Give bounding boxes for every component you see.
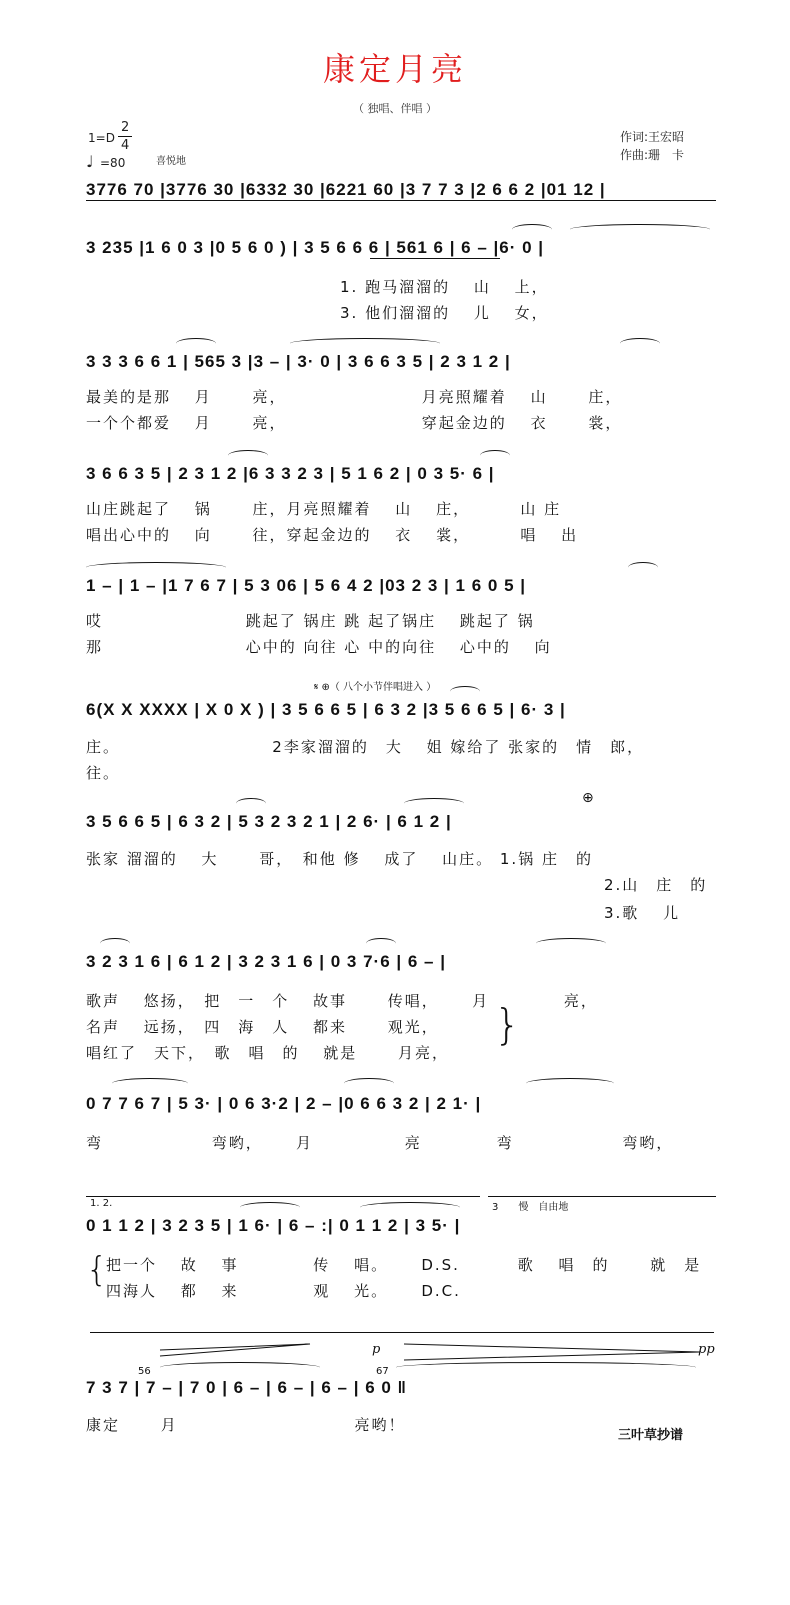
lyric-line: 哎 跳起了 锅庄 跳 起了锅庄 跳起了 锅 <box>86 612 535 630</box>
volta-3-label: 3 慢 自由地 <box>492 1202 569 1213</box>
lyric-line: 唱出心中的 向 往，穿起金边的 衣 裳， 唱 出 <box>86 526 579 544</box>
lyric-line: 最美的是那 月 亮， 月亮照耀着 山 庄， <box>86 388 623 406</box>
lyric-line: 3. 他们溜溜的 儿 女， <box>340 304 549 322</box>
lyric-line: 2.山 庄 的 <box>604 876 708 894</box>
segno-coda-instruction: 𝄋 ⊕（ 八个小节伴唱进入 ） <box>314 682 437 693</box>
lyric-line: 山庄跳起了 锅 庄，月亮照耀着 山 庄， 山 庄 <box>86 500 562 518</box>
score-row-4: 3 6 6 3 5 | 2 3 1 2 |6 3 3 2 3 | 5 1 6 2 | 0 3 5· 6 | <box>86 464 495 483</box>
dynamic-pp: pp <box>698 1342 715 1357</box>
score-row-1: 3776 70 |3776 30 |6332 30 |6221 60 |3 7 7 3 |2 6 6 2 |01 12 | <box>86 180 606 199</box>
quarter-note-icon: ♩ <box>86 152 94 171</box>
transcriber-credit: 三叶草抄谱 <box>618 1428 684 1443</box>
tie <box>160 1362 320 1373</box>
lyric-line: 把一个 故 事 传 唱。 D.S. 歌 唱 的 就 是 <box>106 1256 702 1274</box>
score-row-7: 3 5 6 6 5 | 6 3 2 | 5 3 2 3 2 1 | 2 6· | 6 1 2 | <box>86 812 452 831</box>
brace-icon: { <box>86 1250 108 1290</box>
lyric-line: 3.歌 儿 <box>604 904 681 922</box>
score-row-3: 3 3 3 6 6 1 | 565 3 |3 – | 3· 0 | 3 6 6 3 5 | 2 3 1 2 | <box>86 352 511 371</box>
lyricist: 作词:王宏昭 <box>620 130 685 144</box>
score-row-6: 6(X X XXXX | X 0 X ) | 3 5 6 6 5 | 6 3 2 |3 5 6 6 5 | 6· 3 | <box>86 700 566 719</box>
lyric-line: 唱红了 天下， 歌 唱 的 就是 月亮， <box>86 1044 450 1062</box>
tempo-mark: =80 <box>100 156 126 170</box>
lyric-line: 庄。 2李家溜溜的 大 姐 嫁给了 张家的 情 郎， <box>86 738 645 756</box>
lyric-line: 康定 月 亮哟！ <box>86 1416 406 1434</box>
dynamic-p: p <box>372 1342 381 1357</box>
mood-mark: 喜悦地 <box>156 156 186 167</box>
key-signature: 1=D <box>88 131 115 145</box>
time-signature-top: 2 <box>121 120 130 135</box>
score-row-5: 1 – | 1 – |1 7 6 7 | 5 3 06 | 5 6 4 2 |03 2 3 | 1 6 0 5 | <box>86 576 527 595</box>
lyric-line: 张家 溜溜的 大 哥， 和他 修 成了 山庄。 1.锅 庄 的 <box>86 850 593 868</box>
brace-icon: } <box>494 1000 521 1049</box>
volta-1-label: 1. 2. <box>90 1198 113 1209</box>
lyric-line: 往。 <box>86 764 121 782</box>
time-signature-bottom: 4 <box>121 138 130 153</box>
lyric-line: 一个个都爱 月 亮， 穿起金边的 衣 裳， <box>86 414 623 432</box>
score-row-2: 3 235 |1 6 0 3 |0 5 6 0 ) | 3 5 6 6 6 | 561 6 | 6 – |6· 0 | <box>86 238 545 257</box>
lyric-line: 弯 弯哟， 月 亮 弯 弯哟， <box>86 1134 674 1152</box>
grace-notes: 67 <box>376 1366 389 1377</box>
grace-notes: 56 <box>138 1366 151 1377</box>
score-row-8: 3 2 3 1 6 | 6 1 2 | 3 2 3 1 6 | 0 3 7·6 | 6 – | <box>86 952 446 971</box>
lyric-line: 那 心中的 向往 心 中的向往 心中的 向 <box>86 638 552 656</box>
subtitle: （ 独唱、伴唱 ） <box>353 102 437 115</box>
score-row-10: 0 1 1 2 | 3 2 3 5 | 1 6· | 6 – :| 0 1 1 2 | 3 5· | <box>86 1216 461 1235</box>
lyric-line: 1. 跑马溜溜的 山 上， <box>340 278 549 296</box>
page-title: 康定月亮 <box>322 50 467 88</box>
score-row-11: 7 3 7 | 7 – | 7 0 | 6 – | 6 – | 6 – | 6 0 ‖ <box>86 1378 408 1397</box>
lyric-line: 歌声 悠扬， 把 一 个 故事 传唱， 月 亮， <box>86 992 598 1010</box>
lyric-line: 名声 远扬， 四 海 人 都来 观光， <box>86 1018 439 1036</box>
tie <box>396 1362 696 1373</box>
score-row-9: 0 7 7 6 7 | 5 3· | 0 6 3·2 | 2 – |0 6 6 3 2 | 2 1· | <box>86 1094 482 1113</box>
composer: 作曲:珊 卡 <box>620 148 685 162</box>
lyric-line: 四海人 都 来 观 光。 D.C. <box>106 1282 461 1300</box>
coda-icon: ⊕ <box>582 790 594 806</box>
